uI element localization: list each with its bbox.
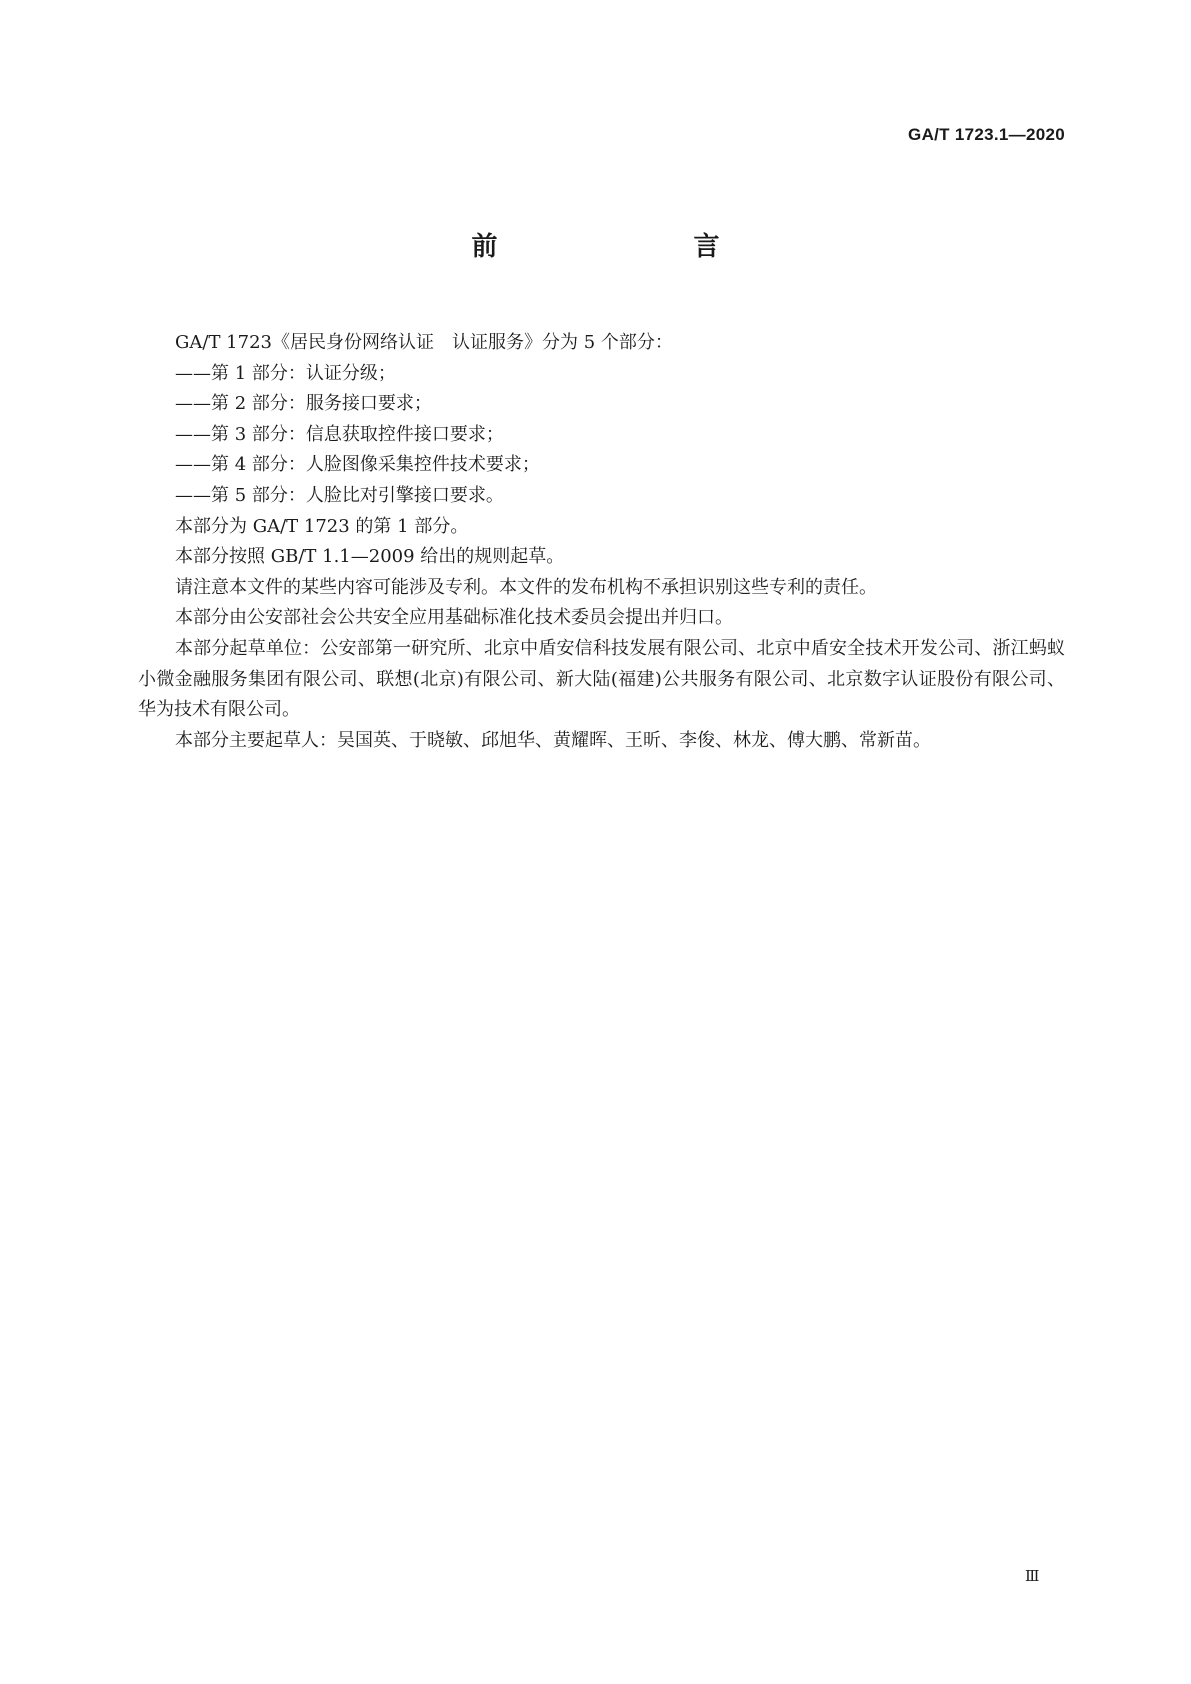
page-title: 前 言 (471, 232, 768, 262)
foreword-body (138, 328, 1065, 756)
list-item-part-3: ——第 3 部分：信息获取控件接口要求； (175, 423, 504, 445)
paragraph-drafters: 本部分主要起草人：吴国英、于晓敏、邱旭华、黄耀晖、王昕、李俊、林龙、傅大鹏、常新苗。 (175, 729, 931, 751)
paragraph-drafting-rules: 本部分按照 GB/T 1.1—2009 给出的规则起草。 (175, 546, 565, 568)
list-item-part-1: ——第 1 部分：认证分级； (175, 362, 396, 384)
paragraph-proposer: 本部分由公安部社会公共安全应用基础标准化技术委员会提出并归口。 (175, 607, 733, 629)
paragraph-patent-notice: 请注意本文件的某些内容可能涉及专利。本文件的发布机构不承担识别这些专利的责任。 (175, 576, 877, 598)
paragraph-part-statement: 本部分为 GA/T 1723 的第 1 部分。 (175, 515, 469, 537)
page-number: Ⅲ (1025, 1567, 1040, 1585)
list-item-part-5: ——第 5 部分：人脸比对引擎接口要求。 (175, 484, 504, 506)
standard-code: GA/T 1723.1—2020 (908, 125, 1065, 144)
list-item-part-4: ——第 4 部分：人脸图像采集控件技术要求； (175, 454, 540, 476)
list-item-part-2: ——第 2 部分：服务接口要求； (175, 393, 432, 415)
paragraph-intro: GA/T 1723《居民身份网络认证 认证服务》分为 5 个部分： (175, 332, 673, 353)
paragraph-drafting-units: 本部分起草单位：公安部第一研究所、北京中盾安信科技发展有限公司、北京中盾安全技术开发公司、浙江蚂蚁小微金融服务集团有限公司、联想(北京)有限公司、新大陆(福建)公共服务有限公司、北京数字认证股份有限公司、华为技术有限公司。 (138, 637, 1065, 721)
